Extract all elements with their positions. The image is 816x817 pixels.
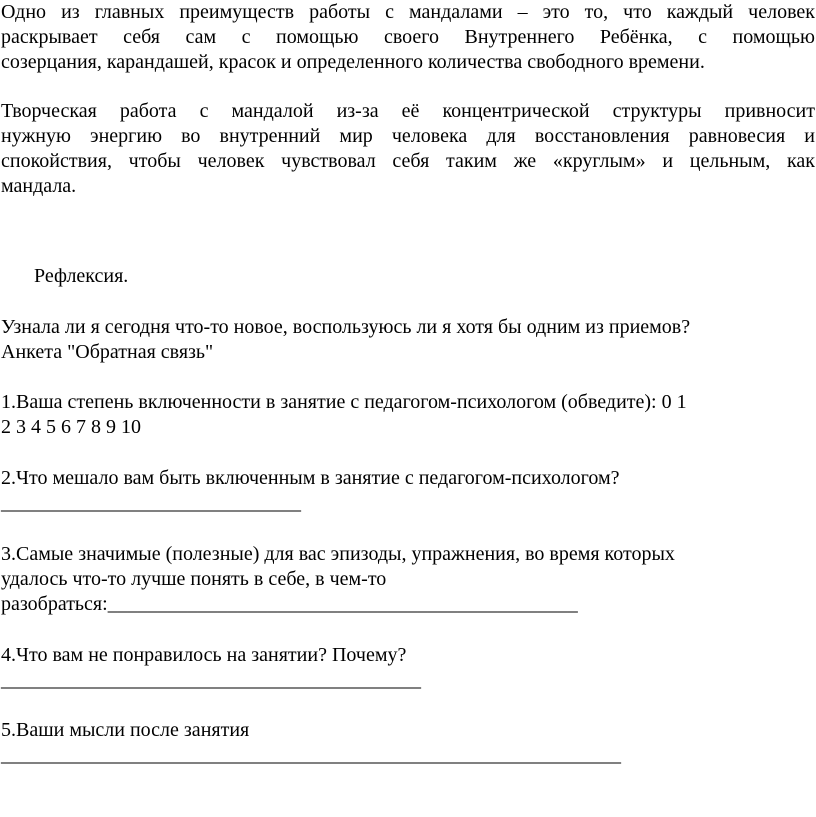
- question-1: [1, 390, 815, 440]
- question-2-text: 2.Что мешало вам быть включенным в занятие с педагогом-психологом?: [1, 467, 620, 489]
- paragraph-mandala-benefits: [1, 0, 815, 75]
- paragraph-line: спокойствия, чтобы человек чувствовал себя таким же «круглым» и цельным, как: [1, 150, 815, 172]
- paragraph-creative-work: [1, 99, 815, 199]
- question-3-text: 3.Самые значимые (полезные) для вас эпизоды, упражнения, во время которых: [1, 543, 675, 565]
- intro-question: [1, 315, 815, 365]
- question-2-answer-blank[interactable]: ______________________________: [1, 492, 301, 514]
- question-5: [1, 718, 815, 768]
- intro-question-text: Узнала ли я сегодня что-то новое, воспользуюсь ли я хотя бы одним из приемов?: [1, 316, 691, 338]
- question-5-text: 5.Ваши мысли после занятия: [1, 719, 250, 741]
- question-4-answer-blank[interactable]: __________________________________________: [1, 669, 421, 691]
- question-4: [1, 643, 815, 693]
- question-1-text: 1.Ваша степень включенности в занятие с педагогом-психологом (обведите): 0 1: [1, 391, 687, 413]
- question-3: [1, 542, 815, 617]
- question-3-text: удалось что-то лучше понять в себе, в чем-то: [1, 568, 387, 590]
- question-4-text: 4.Что вам не понравилось на занятии? Почему?: [1, 644, 407, 666]
- question-3-answer-blank[interactable]: разобраться:_______________________________________________: [1, 593, 578, 615]
- paragraph-line: Творческая работа с мандалой из-за её концентрической структуры привносит: [1, 100, 815, 122]
- paragraph-line: нужную энергию во внутренний мир человека для восстановления равновесия и: [1, 125, 815, 147]
- question-2: [1, 466, 815, 516]
- question-5-answer-blank[interactable]: ______________________________________________________________: [1, 744, 621, 766]
- reflection-heading: [1, 264, 816, 289]
- paragraph-line: Одно из главных преимуществ работы с мандалами – это то, что каждый человек: [1, 1, 815, 23]
- paragraph-line: мандала.: [1, 175, 77, 197]
- paragraph-line: созерцания, карандашей, красок и определенного количества свободного времени.: [1, 51, 705, 73]
- paragraph-line: раскрывает себя сам с помощью своего Внутреннего Ребёнка, с помощью: [1, 26, 815, 48]
- reflection-heading-text: Рефлексия.: [34, 265, 129, 287]
- question-1-scale: 2 3 4 5 6 7 8 9 10: [1, 416, 141, 438]
- survey-title: Анкета "Обратная связь": [1, 341, 214, 363]
